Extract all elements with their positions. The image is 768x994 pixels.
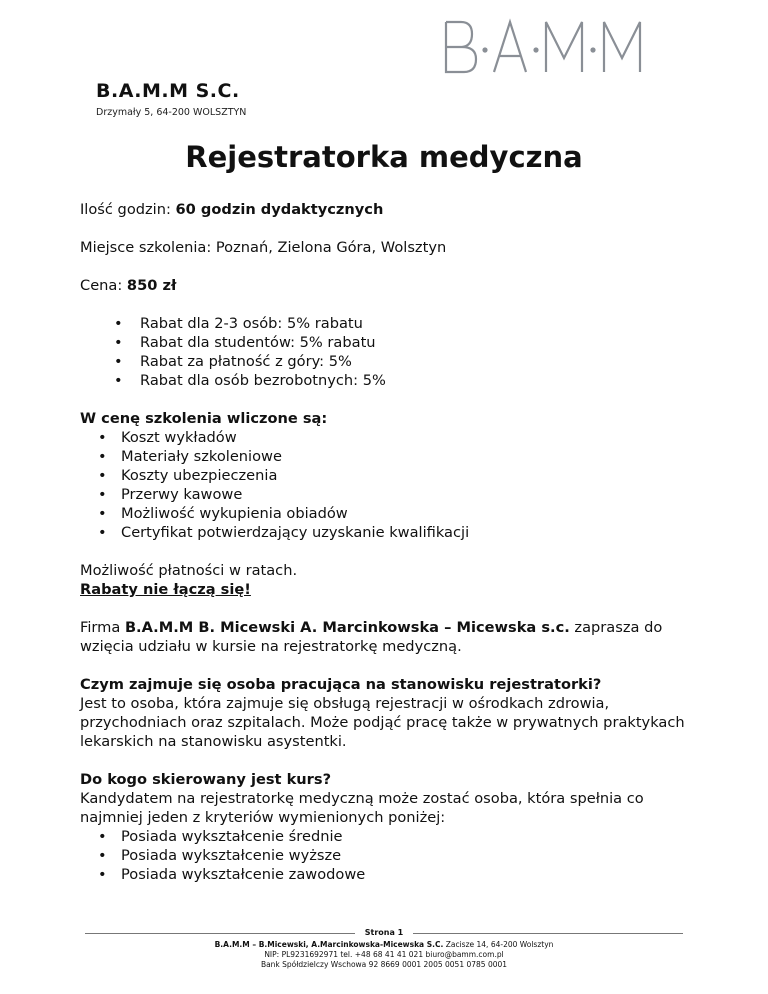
footer-line-1: B.A.M.M – B.Micewski, A.Marcinkowska-Micewska S.C. Zacisze 14, 64-200 Wolsztyn — [214, 940, 554, 949]
list-item: • Rabat dla studentów: 5% rabatu — [80, 333, 690, 352]
footer-line-3: Bank Spółdzielczy Wschowa 92 8669 0001 2005 0051 0785 0001 — [260, 960, 508, 969]
company-address: Drzymały 5, 64-200 WOLSZTYN — [96, 107, 247, 118]
target-heading: Do kogo skierowany jest kurs? — [80, 771, 332, 788]
discount-list — [80, 314, 690, 390]
list-item: • Rabat za płatność z góry: 5% — [80, 352, 690, 371]
location-line: Miejsce szkolenia: Poznań, Zielona Góra, Wolsztyn — [80, 239, 447, 256]
list-item: • Rabat dla osób bezrobotnych: 5% — [80, 371, 690, 390]
list-item: • Posiada wykształcenie wyższe — [80, 846, 690, 865]
list-item: • Posiada wykształcenie zawodowe — [80, 865, 690, 884]
company-header — [96, 80, 246, 118]
document-title: Rejestratorka medyczna — [185, 140, 583, 174]
list-item: • Materiały szkoleniowe — [80, 447, 690, 466]
bamm-logo — [442, 10, 682, 80]
invite-paragraph: Firma B.A.M.M B. Micewski A. Marcinkowska – Micewska s.c. zaprasza do wzięcia udziału w kursie na rejestratorkę medyczną. — [80, 619, 663, 655]
price-line: Cena: 850 zł — [80, 277, 177, 294]
included-list — [80, 428, 690, 542]
page-footer — [0, 928, 768, 970]
list-item: • Możliwość wykupienia obiadów — [80, 504, 690, 523]
job-heading: Czym zajmuje się osoba pracująca na stanowisku rejestratorki? — [80, 676, 602, 693]
page-number: Strona 1 — [355, 928, 413, 938]
list-item: • Rabat dla 2-3 osób: 5% rabatu — [80, 314, 690, 333]
target-text: Kandydatem na rejestratorkę medyczną może zostać osoba, która spełnia co najmniej jeden z kryteriów wymienionych poniżej: — [80, 790, 644, 826]
target-list — [80, 827, 690, 884]
document-body — [80, 200, 690, 884]
footer-line-2: NIP: PL9231692971 tel. +48 68 41 41 021 biuro@bamm.com.pl — [264, 950, 504, 959]
list-item: • Posiada wykształcenie średnie — [80, 827, 690, 846]
hours-line: Ilość godzin: 60 godzin dydaktycznych — [80, 201, 384, 218]
company-name: B.A.M.M S.C. — [96, 80, 240, 102]
included-heading: W cenę szkolenia wliczone są: — [80, 410, 328, 427]
installments-line: Możliwość płatności w ratach. — [80, 562, 298, 579]
list-item: • Certyfikat potwierdzający uzyskanie kwalifikacji — [80, 523, 690, 542]
list-item: • Koszt wykładów — [80, 428, 690, 447]
list-item: • Koszty ubezpieczenia — [80, 466, 690, 485]
list-item: • Przerwy kawowe — [80, 485, 690, 504]
job-text: Jest to osoba, która zajmuje się obsługą rejestracji w ośrodkach zdrowia, przychodniach oraz szpitalach. Może podjąć pracę także w prywatnych praktykach lekarskich na stanowisku asystentki. — [80, 695, 685, 750]
no-combine-line: Rabaty nie łączą się! — [80, 581, 251, 598]
